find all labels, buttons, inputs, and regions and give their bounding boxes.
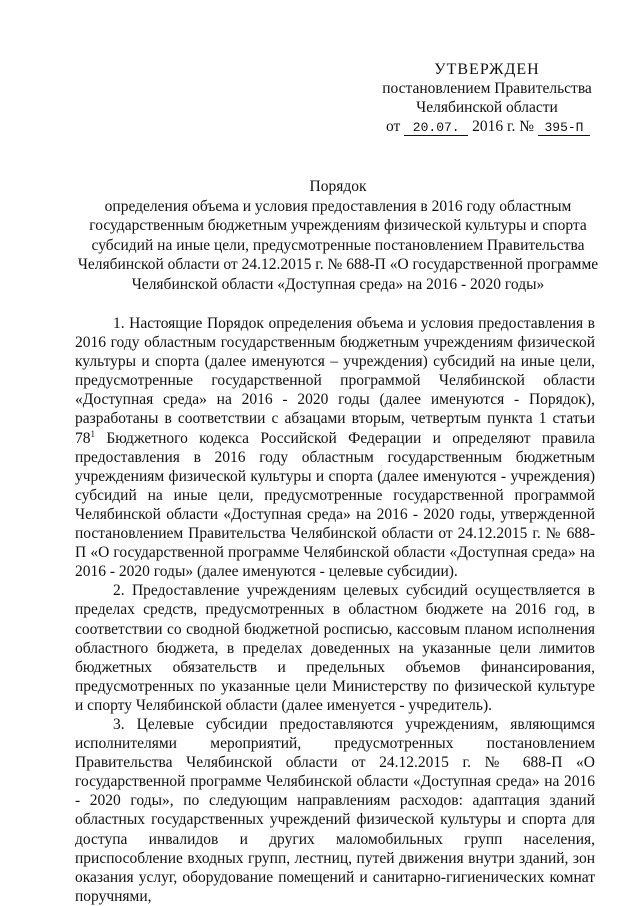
title-line-1: Порядок [309, 178, 367, 195]
approval-date-line [372, 117, 602, 136]
document-body [75, 314, 595, 906]
document-title [60, 177, 616, 295]
title-line-4: субсидий на иные цели, предусмотренные постановлением Правительства [91, 236, 585, 254]
approval-line-2: Челябинской области [416, 99, 558, 116]
paragraph-1-superscript: 1 [90, 428, 95, 439]
title-line-6: Челябинской области «Доступная среда» на 2016 - 2020 годы» [131, 275, 545, 293]
paragraph-3: 3. Целевые субсидии предоставляются учреждениям, являющимся исполнителями мероприятий, предусмотренных постановлением Правительства Челябинской области от 24.12.2015 г. № 688-П «О государственной программе Челябинской области «Доступная среда» на 2016 - 2020 годы», по следующим направлениям расходов: адаптация зданий областных государственных учреждений физической культуры и спорта для доступа инвалидов и других маломобильных групп населения, приспособление входных групп, лестниц, путей движения внутри зданий, зон оказания услуг, оборудование помещений и санитарно-гигиенических комнат поручнями, [75, 715, 595, 905]
approval-number-value: 395-П [538, 121, 590, 136]
title-line-5: Челябинской области от 24.12.2015 г. № 688-П «О государственной программе [77, 256, 599, 274]
paragraph-1-text-b: Бюджетного кодекса Российской Федерации и определяют правила предоставления в 2016 году областным государственным бюджетным учреждениям физической культуры и спорта (далее именуются - учреждения) субсидий на иные цели, предусмотренные государственной программой Челябинской области «Доступная среда» на 2016 - 2020 годы, утвержденной постановлением Правительства Челябинской области от 24.12.2015 г. № 688-П «О государственной программе Челябинской области «Доступная среда» на 2016 - 2020 годы» (далее именуются - целевые субсидии). [75, 429, 595, 581]
approval-heading: УТВЕРЖДЕН [434, 61, 540, 78]
approval-year-text: 2016 г. № [472, 118, 535, 135]
approval-date-value: 20.07. [404, 121, 468, 136]
approval-line-1: постановлением Правительства [382, 80, 592, 97]
paragraph-2: 2. Предоставление учреждениям целевых субсидий осуществляется в пределах средств, предусмотренных в областном бюджете на 2016 год, в соответствии со сводной бюджетной росписью, кассовым планом исполнения областного бюджета, в пределах доведенных на указанные цели лимитов бюджетных обязательств и предельных объемов финансирования, предусмотренных по указанные цели Министерству по физической культуре и спорту Челябинской области (далее именуется - учредитель). [75, 582, 595, 714]
approval-date-prefix: от [386, 118, 401, 135]
paragraph-1-text-a: 1. Настоящие Порядок определения объема и условия предоставления в 2016 году областным государственным бюджетным учреждениям физической культуры и спорта (далее именуются – учреждения) субсидий на иные цели, предусмотренные государственной программой Челябинской области «Доступная среда» на 2016 - 2020 годы (далее именуются - Порядок), разработаны в соответствии с абзацами вторым, четвертым пункта 1 статьи 78 [75, 315, 595, 447]
paragraph-1 [75, 314, 595, 581]
title-line-3: государственным бюджетным учреждениям физической культуры и спорта [89, 217, 587, 235]
title-line-2: определения объема и условия предоставления в 2016 году областным [104, 197, 572, 215]
approval-stamp [372, 60, 602, 136]
